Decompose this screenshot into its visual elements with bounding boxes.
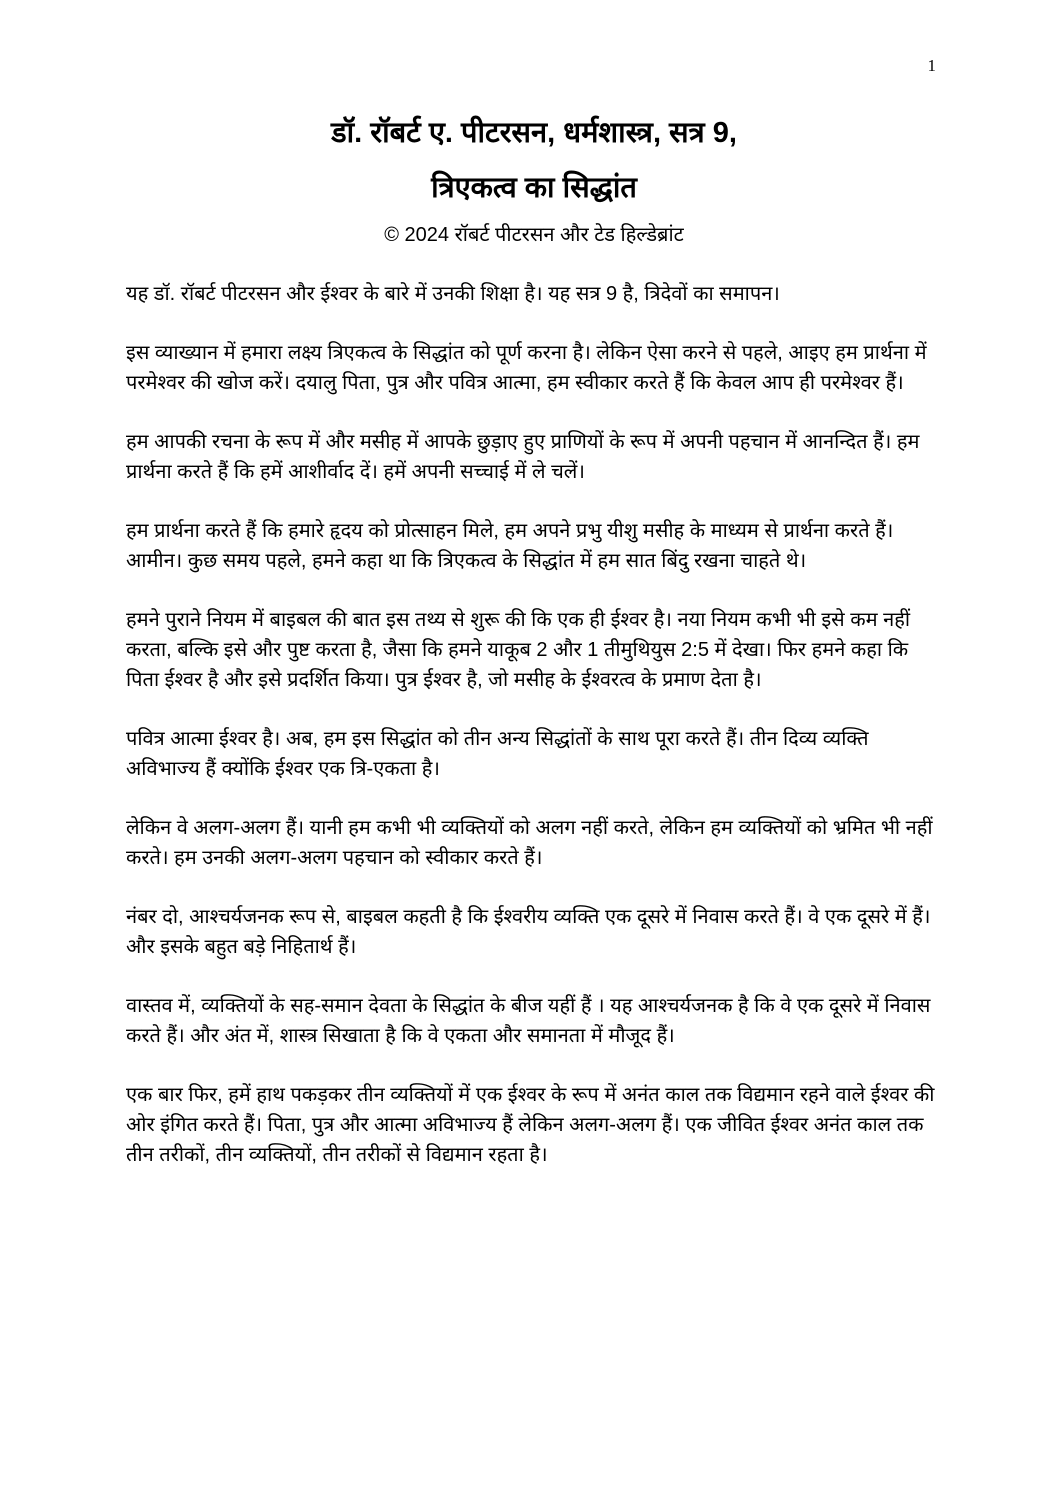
paragraph-9: वास्तव में, व्यक्तियों के सह-समान देवता के सिद्धांत के बीज यहीं हैं । यह आश्चर्यजनक है कि वे एक दूसरे में निवास करते हैं। और अंत में, शास्त्र सिखाता है कि वे एकता और समानता में मौजूद हैं। <box>126 995 931 1047</box>
paragraph-6: पवित्र आत्मा ईश्वर है। अब, हम इस सिद्धांत को तीन अन्य सिद्धांतों के साथ पूरा करते हैं। तीन दिव्य व्यक्ति अविभाज्य हैं क्योंकि ईश्वर एक त्रि-एकता है। <box>126 728 869 780</box>
document-title-line-1: डॉ. रॉबर्ट ए. पीटरसन, धर्मशास्त्र, सत्र 9, <box>331 117 737 149</box>
page-number: 1 <box>927 56 936 75</box>
document-title-line-2: त्रिएकत्व का सिद्धांत <box>431 172 637 204</box>
paragraph-3: हम आपकी रचना के रूप में और मसीह में आपके छुड़ाए हुए प्राणियों के रूप में अपनी पहचान में आनन्दित हैं। हम प्रार्थना करते हैं कि हमें आशीर्वाद दें। हमें अपनी सच्चाई में ले चलें। <box>126 431 920 483</box>
paragraph-2: इस व्याख्यान में हमारा लक्ष्य त्रिएकत्व के सिद्धांत को पूर्ण करना है। लेकिन ऐसा करने से पहले, आइए हम प्रार्थना में परमेश्वर की खोज करें। दयालु पिता, पुत्र और पवित्र आत्मा, हम स्वीकार करते हैं कि केवल आप ही परमेश्वर हैं। <box>126 342 927 394</box>
paragraph-1: यह डॉ. रॉबर्ट पीटरसन और ईश्वर के बारे में उनकी शिक्षा है। यह सत्र 9 है, त्रिदेवों का समापन। <box>126 283 780 305</box>
paragraph-5: हमने पुराने नियम में बाइबल की बात इस तथ्य से शुरू की कि एक ही ईश्वर है। नया नियम कभी भी इसे कम नहीं करता, बल्कि इसे और पुष्ट करता है, जैसा कि हमने याकूब 2 और 1 तीमुथियुस 2:5 में देखा। फिर हमने कहा कि पिता ईश्वर है और इसे प्रदर्शित किया। पुत्र ईश्वर है, जो मसीह के ईश्वरत्व के प्रमाण देता है। <box>126 609 911 691</box>
paragraph-4: हम प्रार्थना करते हैं कि हमारे हृदय को प्रोत्साहन मिले, हम अपने प्रभु यीशु मसीह के माध्यम से प्रार्थना करते हैं। आमीन। कुछ समय पहले, हमने कहा था कि त्रिएकत्व के सिद्धांत में हम सात बिंदु रखना चाहते थे। <box>126 520 894 572</box>
copyright-line: © 2024 रॉबर्ट पीटरसन और टेड हिल्डेब्रांट <box>384 224 684 246</box>
document-title <box>126 106 942 216</box>
paragraph-8: नंबर दो, आश्चर्यजनक रूप से, बाइबल कहती है कि ईश्वरीय व्यक्ति एक दूसरे में निवास करते हैं। वे एक दूसरे में हैं। और इसके बहुत बड़े निहितार्थ हैं। <box>126 906 931 958</box>
title-block <box>126 106 942 250</box>
paragraph-7: लेकिन वे अलग-अलग हैं। यानी हम कभी भी व्यक्तियों को अलग नहीं करते, लेकिन हम व्यक्तियों को भ्रमित भी नहीं करते। हम उनकी अलग-अलग पहचान को स्वीकार करते हैं। <box>126 817 933 869</box>
document-body <box>126 279 942 1170</box>
paragraph-10: एक बार फिर, हमें हाथ पकड़कर तीन व्यक्तियों में एक ईश्वर के रूप में अनंत काल तक विद्यमान रहने वाले ईश्वर की ओर इंगित करते हैं। पिता, पुत्र और आत्मा अविभाज्य हैं लेकिन अलग-अलग हैं। एक जीवित ईश्वर अनंत काल तक तीन तरीकों, तीन व्यक्तियों, तीन तरीकों से विद्यमान रहता है। <box>126 1084 935 1166</box>
